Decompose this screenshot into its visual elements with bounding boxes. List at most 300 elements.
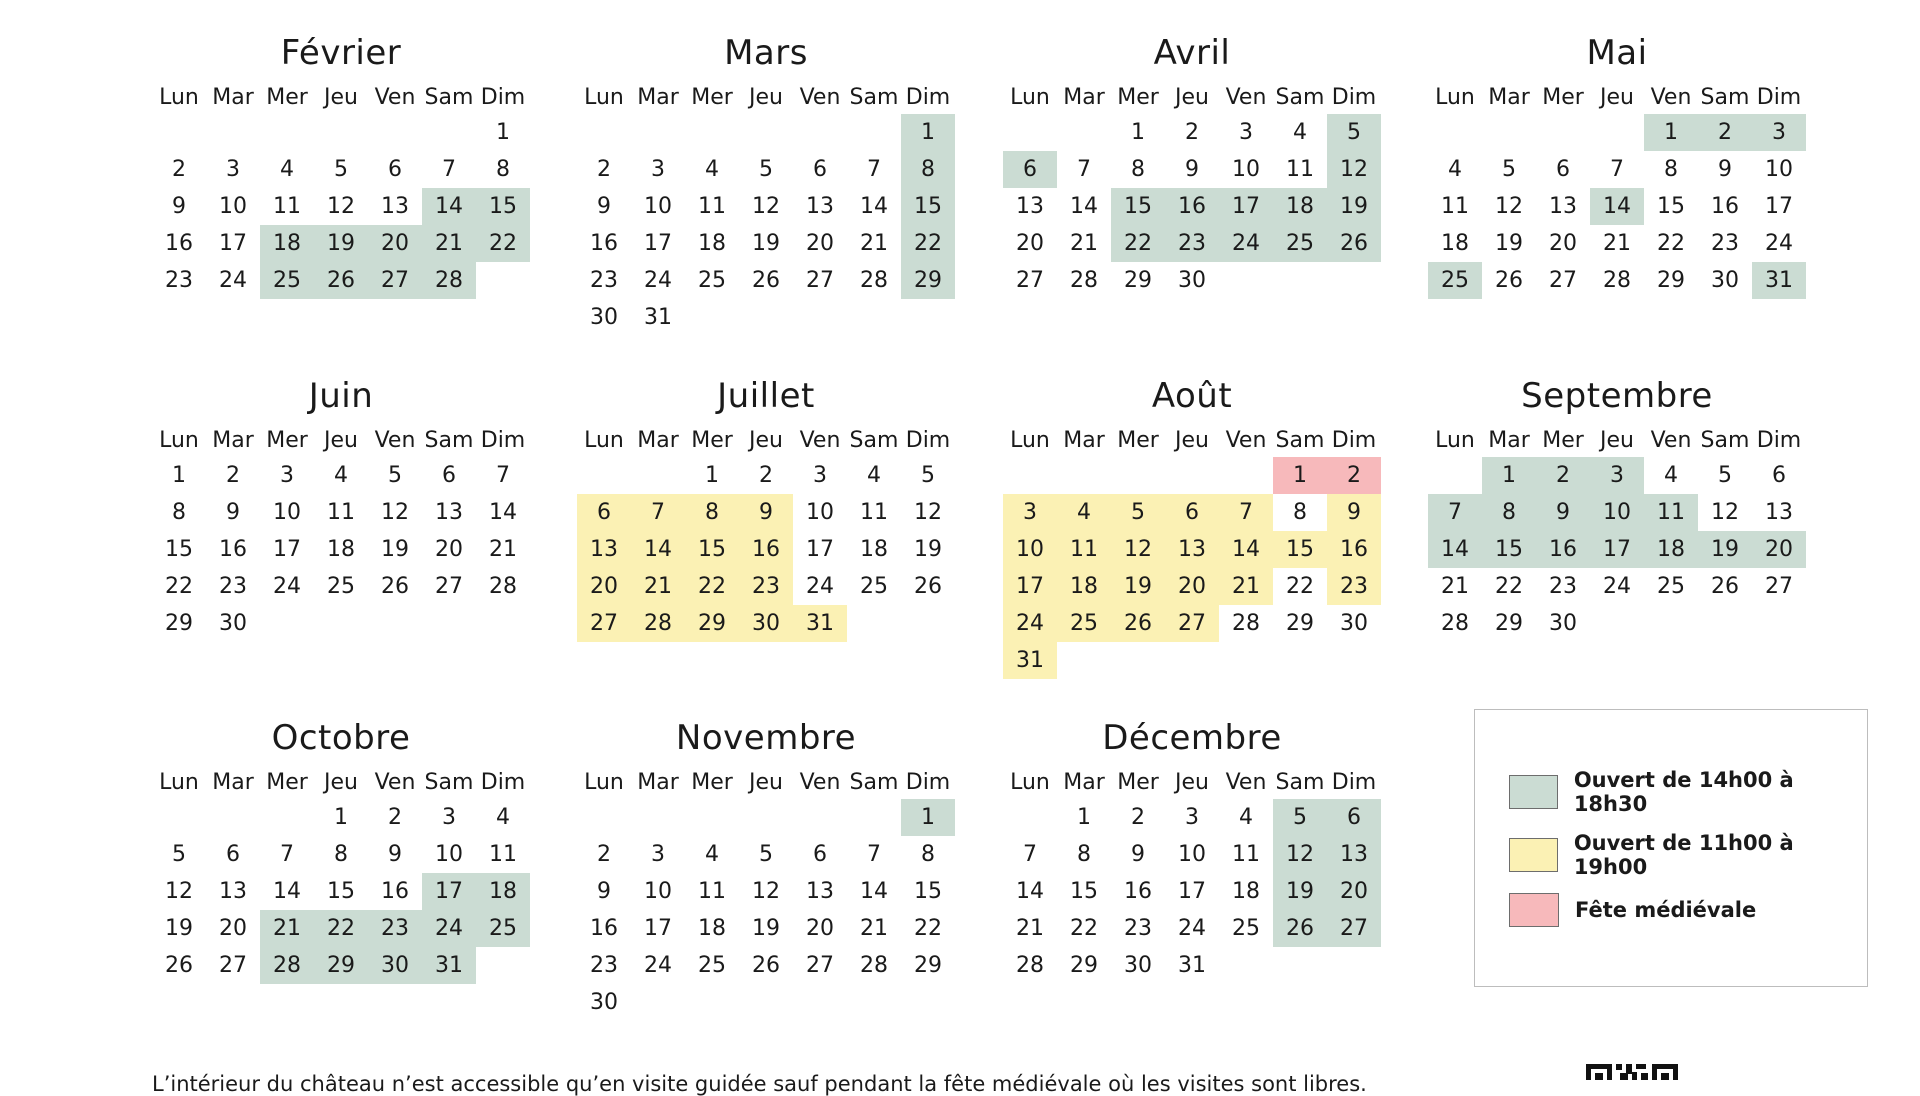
day-cell: 7	[867, 842, 881, 867]
day-cell: 26	[752, 268, 780, 293]
day-cell: 20	[435, 537, 463, 562]
day-cell: 14	[422, 188, 476, 225]
day-cell: 15	[1070, 879, 1098, 904]
weekday-label: Mar	[1488, 84, 1530, 110]
day-cell: 15	[327, 879, 355, 904]
month-title: Février	[280, 33, 402, 73]
day-cell: 21	[1070, 231, 1098, 256]
day-cell: 20	[219, 916, 247, 941]
day-cell: 3	[1003, 494, 1057, 531]
weekday-label: Mar	[212, 769, 254, 795]
day-cell: 19	[1327, 188, 1381, 225]
month-octobre	[152, 713, 530, 1021]
day-cell: 11	[273, 194, 301, 219]
day-cell: 28	[1232, 611, 1260, 636]
day-cell: 23	[219, 574, 247, 599]
day-grid	[1003, 799, 1381, 1021]
weekday-label: Mer	[266, 84, 308, 110]
day-cell: 17	[1765, 194, 1793, 219]
day-cell: 13	[1549, 194, 1577, 219]
weekday-label: Dim	[905, 769, 951, 795]
day-cell: 19	[914, 537, 942, 562]
day-cell: 26	[1495, 268, 1523, 293]
day-cell: 6	[1556, 157, 1570, 182]
day-cell: 24	[1178, 916, 1206, 941]
weekday-header	[1003, 765, 1381, 799]
day-cell: 31	[793, 605, 847, 642]
day-cell: 24	[219, 268, 247, 293]
day-cell: 26	[165, 953, 193, 978]
day-cell: 25	[1057, 605, 1111, 642]
day-cell: 23	[165, 268, 193, 293]
day-cell: 18	[1232, 879, 1260, 904]
day-cell: 19	[1698, 531, 1752, 568]
weekday-label: Lun	[584, 427, 624, 453]
day-cell: 17	[422, 873, 476, 910]
day-cell: 4	[705, 842, 719, 867]
day-cell: 25	[860, 574, 888, 599]
day-cell: 2	[597, 157, 611, 182]
day-cell: 19	[1495, 231, 1523, 256]
day-cell: 9	[1131, 842, 1145, 867]
weekday-label: Sam	[1275, 427, 1325, 453]
day-cell: 9	[1718, 157, 1732, 182]
day-cell: 11	[489, 842, 517, 867]
day-cell: 27	[368, 262, 422, 299]
day-cell: 3	[1239, 120, 1253, 145]
weekday-label: Sam	[424, 84, 474, 110]
weekday-label: Dim	[1331, 84, 1377, 110]
day-grid	[1428, 457, 1806, 679]
day-cell: 4	[1239, 805, 1253, 830]
day-cell: 31	[1003, 642, 1057, 679]
day-cell: 11	[1232, 842, 1260, 867]
day-cell: 10	[273, 500, 301, 525]
day-cell: 23	[590, 953, 618, 978]
weekday-label: Ven	[799, 769, 841, 795]
day-cell: 1	[1482, 457, 1536, 494]
legend-label-green: Ouvert de 14h00 à 18h30	[1573, 768, 1794, 816]
weekday-label: Jeu	[1600, 84, 1634, 110]
weekday-label: Mar	[1063, 769, 1105, 795]
day-cell: 27	[1327, 910, 1381, 947]
day-cell: 6	[1165, 494, 1219, 531]
day-cell: 22	[685, 568, 739, 605]
day-cell: 11	[327, 500, 355, 525]
day-cell: 4	[1057, 494, 1111, 531]
day-cell: 20	[1165, 568, 1219, 605]
day-cell: 3	[442, 805, 456, 830]
day-cell: 16	[590, 231, 618, 256]
day-cell: 24	[644, 268, 672, 293]
day-cell: 2	[172, 157, 186, 182]
legend-item-pink	[1509, 893, 1756, 927]
day-cell: 12	[1327, 151, 1381, 188]
day-cell: 25	[1232, 916, 1260, 941]
day-grid	[152, 457, 530, 679]
weekday-label: Dim	[1331, 769, 1377, 795]
day-cell: 21	[860, 231, 888, 256]
day-cell: 14	[1219, 531, 1273, 568]
day-cell: 3	[813, 463, 827, 488]
day-cell: 23	[1327, 568, 1381, 605]
day-cell: 1	[901, 114, 955, 151]
weekday-label: Mar	[212, 84, 254, 110]
day-cell: 24	[1219, 225, 1273, 262]
weekday-label: Ven	[374, 84, 416, 110]
day-cell: 30	[739, 605, 793, 642]
day-cell: 26	[752, 953, 780, 978]
weekday-label: Dim	[1331, 427, 1377, 453]
day-cell: 26	[381, 574, 409, 599]
day-cell: 28	[860, 268, 888, 293]
day-cell: 22	[1657, 231, 1685, 256]
weekday-header	[1003, 80, 1381, 114]
day-cell: 19	[1111, 568, 1165, 605]
day-cell: 28	[1070, 268, 1098, 293]
day-cell: 21	[1441, 574, 1469, 599]
day-cell: 17	[1178, 879, 1206, 904]
weekday-header	[152, 423, 530, 457]
weekday-header	[577, 423, 955, 457]
weekday-label: Jeu	[324, 427, 358, 453]
day-cell: 10	[435, 842, 463, 867]
day-cell: 2	[226, 463, 240, 488]
month-novembre	[577, 713, 955, 1021]
day-cell: 6	[1772, 463, 1786, 488]
weekday-header	[1428, 80, 1806, 114]
day-cell: 12	[1273, 836, 1327, 873]
day-cell: 11	[1644, 494, 1698, 531]
day-cell: 12	[914, 500, 942, 525]
day-cell: 12	[1711, 500, 1739, 525]
month-juillet	[577, 371, 955, 679]
day-cell: 18	[1441, 231, 1469, 256]
day-cell: 22	[314, 910, 368, 947]
day-cell: 18	[476, 873, 530, 910]
day-cell: 25	[260, 262, 314, 299]
day-cell: 6	[226, 842, 240, 867]
weekday-label: Sam	[849, 769, 899, 795]
weekday-label: Mer	[1117, 769, 1159, 795]
day-cell: 20	[577, 568, 631, 605]
day-cell: 13	[435, 500, 463, 525]
day-cell: 28	[1441, 611, 1469, 636]
day-cell: 25	[1428, 262, 1482, 299]
day-cell: 9	[388, 842, 402, 867]
day-cell: 5	[334, 157, 348, 182]
day-grid	[1428, 114, 1806, 336]
day-cell: 29	[1070, 953, 1098, 978]
day-cell: 30	[590, 990, 618, 1015]
day-cell: 29	[914, 953, 942, 978]
weekday-label: Jeu	[1600, 427, 1634, 453]
day-cell: 27	[1549, 268, 1577, 293]
day-cell: 11	[1057, 531, 1111, 568]
weekday-label: Lun	[1435, 84, 1475, 110]
month-mai	[1428, 28, 1806, 336]
day-cell: 23	[739, 568, 793, 605]
day-cell: 8	[1077, 842, 1091, 867]
day-cell: 12	[381, 500, 409, 525]
weekday-label: Jeu	[749, 427, 783, 453]
weekday-label: Sam	[849, 427, 899, 453]
legend-label-pink: Fête médiévale	[1575, 898, 1757, 922]
month-title: Août	[1151, 376, 1233, 416]
day-cell: 21	[1603, 231, 1631, 256]
day-cell: 27	[806, 268, 834, 293]
day-cell: 21	[489, 537, 517, 562]
day-cell: 22	[1111, 225, 1165, 262]
day-cell: 4	[1448, 157, 1462, 182]
day-cell: 16	[590, 916, 618, 941]
weekday-label: Dim	[1756, 427, 1802, 453]
day-cell: 29	[165, 611, 193, 636]
day-cell: 28	[260, 947, 314, 984]
day-cell: 5	[1273, 799, 1327, 836]
day-cell: 22	[476, 225, 530, 262]
day-cell: 3	[651, 842, 665, 867]
weekday-label: Sam	[1275, 769, 1325, 795]
weekday-label: Lun	[584, 84, 624, 110]
day-cell: 23	[1124, 916, 1152, 941]
day-cell: 15	[914, 879, 942, 904]
day-cell: 14	[631, 531, 685, 568]
day-cell: 9	[597, 879, 611, 904]
weekday-label: Jeu	[749, 769, 783, 795]
day-cell: 2	[1698, 114, 1752, 151]
day-cell: 18	[1644, 531, 1698, 568]
month-avril	[1003, 28, 1381, 336]
day-cell: 2	[1131, 805, 1145, 830]
weekday-label: Lun	[1010, 427, 1050, 453]
weekday-label: Mar	[637, 427, 679, 453]
day-cell: 24	[806, 574, 834, 599]
weekday-label: Ven	[1225, 427, 1267, 453]
day-cell: 7	[1077, 157, 1091, 182]
day-cell: 15	[1482, 531, 1536, 568]
weekday-label: Jeu	[1175, 427, 1209, 453]
day-cell: 14	[860, 194, 888, 219]
weekday-label: Dim	[480, 769, 526, 795]
day-cell: 8	[685, 494, 739, 531]
day-grid	[152, 799, 530, 1021]
day-cell: 31	[422, 947, 476, 984]
weekday-label: Ven	[799, 84, 841, 110]
weekday-label: Jeu	[324, 769, 358, 795]
day-cell: 28	[631, 605, 685, 642]
day-cell: 6	[388, 157, 402, 182]
day-cell: 13	[1327, 836, 1381, 873]
month-title: Novembre	[675, 718, 857, 758]
day-cell: 25	[1657, 574, 1685, 599]
day-cell: 10	[806, 500, 834, 525]
weekday-label: Ven	[374, 769, 416, 795]
month-title: Juin	[308, 376, 374, 416]
weekday-header	[577, 80, 955, 114]
weekday-label: Lun	[159, 769, 199, 795]
day-cell: 29	[1495, 611, 1523, 636]
day-cell: 17	[219, 231, 247, 256]
day-cell: 17	[644, 916, 672, 941]
day-cell: 13	[577, 531, 631, 568]
day-cell: 30	[590, 305, 618, 330]
day-cell: 26	[914, 574, 942, 599]
day-cell: 19	[165, 916, 193, 941]
weekday-label: Lun	[159, 84, 199, 110]
day-cell: 6	[577, 494, 631, 531]
day-cell: 11	[860, 500, 888, 525]
day-cell: 21	[260, 910, 314, 947]
day-cell: 20	[1327, 873, 1381, 910]
day-cell: 12	[1111, 531, 1165, 568]
day-cell: 14	[273, 879, 301, 904]
weekday-label: Dim	[905, 84, 951, 110]
day-cell: 16	[1711, 194, 1739, 219]
day-cell: 5	[921, 463, 935, 488]
day-cell: 13	[381, 194, 409, 219]
day-cell: 10	[219, 194, 247, 219]
day-cell: 22	[1495, 574, 1523, 599]
day-cell: 26	[1111, 605, 1165, 642]
day-cell: 5	[1502, 157, 1516, 182]
weekday-label: Jeu	[1175, 769, 1209, 795]
day-cell: 23	[590, 268, 618, 293]
day-cell: 6	[1327, 799, 1381, 836]
month-title: Septembre	[1521, 376, 1713, 416]
day-cell: 3	[1185, 805, 1199, 830]
day-cell: 5	[1718, 463, 1732, 488]
day-cell: 12	[1495, 194, 1523, 219]
day-cell: 1	[705, 463, 719, 488]
day-cell: 20	[1549, 231, 1577, 256]
weekday-label: Mer	[266, 769, 308, 795]
day-cell: 30	[1178, 268, 1206, 293]
weekday-label: Mar	[1063, 84, 1105, 110]
day-cell: 2	[1327, 457, 1381, 494]
day-cell: 23	[1549, 574, 1577, 599]
weekday-label: Mer	[1542, 84, 1584, 110]
weekday-label: Jeu	[749, 84, 783, 110]
qr-code-icon[interactable]	[1586, 1064, 1678, 1080]
day-cell: 26	[1273, 910, 1327, 947]
weekday-label: Mer	[266, 427, 308, 453]
day-cell: 21	[631, 568, 685, 605]
weekday-label: Lun	[1010, 84, 1050, 110]
day-cell: 28	[860, 953, 888, 978]
weekday-label: Ven	[1650, 427, 1692, 453]
day-cell: 7	[1610, 157, 1624, 182]
day-cell: 16	[1165, 188, 1219, 225]
day-cell: 13	[806, 194, 834, 219]
day-cell: 28	[1603, 268, 1631, 293]
day-cell: 18	[698, 916, 726, 941]
weekday-label: Mer	[691, 84, 733, 110]
day-cell: 8	[1482, 494, 1536, 531]
month-title: Juillet	[717, 376, 815, 416]
day-cell: 25	[476, 910, 530, 947]
day-cell: 3	[1752, 114, 1806, 151]
day-cell: 2	[1536, 457, 1590, 494]
day-cell: 18	[260, 225, 314, 262]
day-cell: 1	[1273, 457, 1327, 494]
weekday-label: Sam	[424, 769, 474, 795]
day-cell: 30	[1711, 268, 1739, 293]
day-cell: 8	[921, 842, 935, 867]
month-juin	[152, 371, 530, 679]
day-cell: 25	[327, 574, 355, 599]
weekday-label: Lun	[1435, 427, 1475, 453]
day-cell: 15	[1111, 188, 1165, 225]
day-cell: 21	[1219, 568, 1273, 605]
day-cell: 14	[1590, 188, 1644, 225]
day-cell: 4	[280, 157, 294, 182]
day-cell: 5	[759, 842, 773, 867]
weekday-header	[152, 765, 530, 799]
day-cell: 12	[327, 194, 355, 219]
footnote: L’intérieur du château n’est accessible qu’en visite guidée sauf pendant la fête médiévale où les visites sont libres.	[152, 1072, 1367, 1096]
day-cell: 22	[165, 574, 193, 599]
weekday-label: Mar	[637, 769, 679, 795]
day-cell: 16	[219, 537, 247, 562]
month-février	[152, 28, 530, 336]
day-cell: 10	[1232, 157, 1260, 182]
day-grid	[577, 457, 955, 679]
day-cell: 29	[685, 605, 739, 642]
day-cell: 1	[901, 799, 955, 836]
day-cell: 21	[1016, 916, 1044, 941]
day-cell: 19	[1273, 873, 1327, 910]
day-cell: 12	[165, 879, 193, 904]
weekday-label: Ven	[799, 427, 841, 453]
day-cell: 1	[1131, 120, 1145, 145]
weekday-label: Dim	[1756, 84, 1802, 110]
day-cell: 14	[1070, 194, 1098, 219]
day-cell: 2	[759, 463, 773, 488]
day-cell: 23	[368, 910, 422, 947]
day-cell: 1	[1077, 805, 1091, 830]
day-cell: 18	[860, 537, 888, 562]
day-cell: 20	[1752, 531, 1806, 568]
day-cell: 10	[1765, 157, 1793, 182]
legend-item-yellow	[1509, 831, 1867, 879]
day-cell: 7	[280, 842, 294, 867]
month-title: Mai	[1586, 33, 1648, 73]
day-cell: 14	[1428, 531, 1482, 568]
day-cell: 9	[739, 494, 793, 531]
legend-label-yellow: Ouvert de 11h00 à 19h00	[1573, 831, 1794, 879]
weekday-label: Mer	[1117, 84, 1159, 110]
day-cell: 30	[1549, 611, 1577, 636]
day-cell: 8	[334, 842, 348, 867]
day-cell: 25	[698, 268, 726, 293]
day-cell: 22	[914, 916, 942, 941]
day-cell: 12	[752, 879, 780, 904]
weekday-label: Lun	[1010, 769, 1050, 795]
legend-item-green	[1509, 768, 1867, 816]
day-grid	[1003, 457, 1381, 679]
day-cell: 2	[597, 842, 611, 867]
day-cell: 11	[698, 194, 726, 219]
day-cell: 29	[1657, 268, 1685, 293]
weekday-label: Jeu	[1175, 84, 1209, 110]
day-cell: 7	[442, 157, 456, 182]
month-title: Avril	[1153, 33, 1231, 73]
day-cell: 5	[388, 463, 402, 488]
weekday-label: Lun	[159, 427, 199, 453]
day-cell: 16	[165, 231, 193, 256]
day-cell: 17	[273, 537, 301, 562]
